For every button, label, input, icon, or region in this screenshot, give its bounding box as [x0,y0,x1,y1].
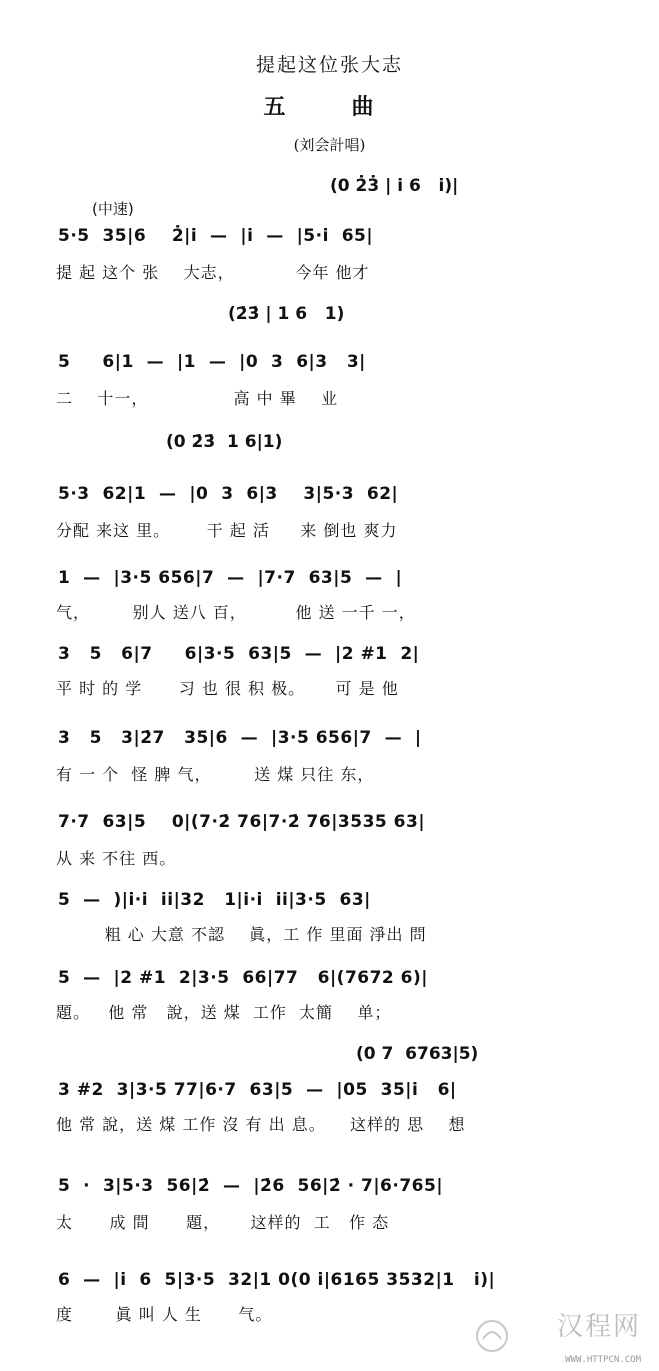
tempo-marking: (中速) [92,200,134,218]
lyrics-line: 从 来 不往 西。 [56,849,177,868]
lyrics-line: 平 时 的 学 习 也 很 积 极。 可 是 他 [56,679,399,698]
lyrics-line: 分配 来这 里。 干 起 活 来 倒也 爽力 [56,521,398,540]
lyrics-line: 二 十一， 高 中 畢 业 [56,389,339,408]
watermark-url: WWW.HTTPCN.COM [565,1355,641,1365]
section-title: 五 曲 [263,94,396,120]
lyrics-line: 气， 别人 送八 百， 他 送 一千 一， [56,603,416,622]
notation-line: 3 5 3|2̇7 35|6 — |3·5 656|7 — | [58,728,422,748]
notation-line: 3 #2 3|3·5 77|6·7 63|5 — |05 35|i 6| [58,1080,457,1100]
lyrics-line: 他 常 說，送 煤 工作 沒 有 出 息。 这样的 思 想 [56,1115,466,1134]
notation-line: 3 5 6|7 6|3·5 63|5 — |2 #1 2| [58,644,420,664]
intro-phrase: (0 2̇3̇ 1 6|1) [166,432,283,452]
notation-line: 6 — |i 6 5|3·5 32|1 0(0 i|6165 3532|1 i)| [58,1270,496,1290]
intro-phrase: (0 2̇3̇ | i 6 i)| [330,176,459,196]
intro-phrase: (2̇3̇ | 1 6 1) [228,304,345,324]
lyrics-line: 題。 他 常 說，送 煤 工作 太簡 单； [56,1003,392,1022]
notation-line: 5 6|1 — |1 — |0 3 6|3 3| [58,352,366,372]
notation-line: 5·5 35|6 2̇|i — |i — |5·i 65| [58,226,374,246]
intro-phrase: (0 7 6763|5) [356,1044,479,1064]
lyrics-line: 粗 心 大意 不認 眞，工 作 里面 淨出 問 [56,925,427,944]
notation-line: 7·7 63|5 0|(7·2̇ 76|7·2̇ 76|3535 63| [58,812,426,832]
notation-line: 5 — )|i·i ii|32 1|i·i ii|3·5 63| [58,890,371,910]
notation-line: 5 — |2 #1 2|3·5 66|77 6|(7672 6)| [58,968,428,988]
notation-line: 5 · 3|5·3 56|2̇ — |2̇6 56|2̇ · 7|6·765| [58,1176,444,1196]
notation-line: 1 — |3·5 656|7 — |7·7 63|5 — | [58,568,403,588]
watermark-brand: 汉程网 [556,1312,641,1342]
lyrics-line: 太 成 間 題， 这样的 工 作 态 [56,1213,390,1232]
singer-credit: (刘会計唱) [293,136,366,154]
lyrics-line: 有 一 个 怪 脾 气， 送 煤 只往 东， [56,765,375,784]
notation-line: 5·3 62|1 — |0 3 6|3 3|5·3 62| [58,484,399,504]
song-title: 提起这位张大志 [255,54,403,76]
lyrics-line: 提 起 这个 张 大志， 今年 他才 [56,263,370,282]
lyrics-line: 度 眞 叫 人 生 气。 [56,1305,273,1324]
watermark-logo-icon [475,1319,509,1353]
